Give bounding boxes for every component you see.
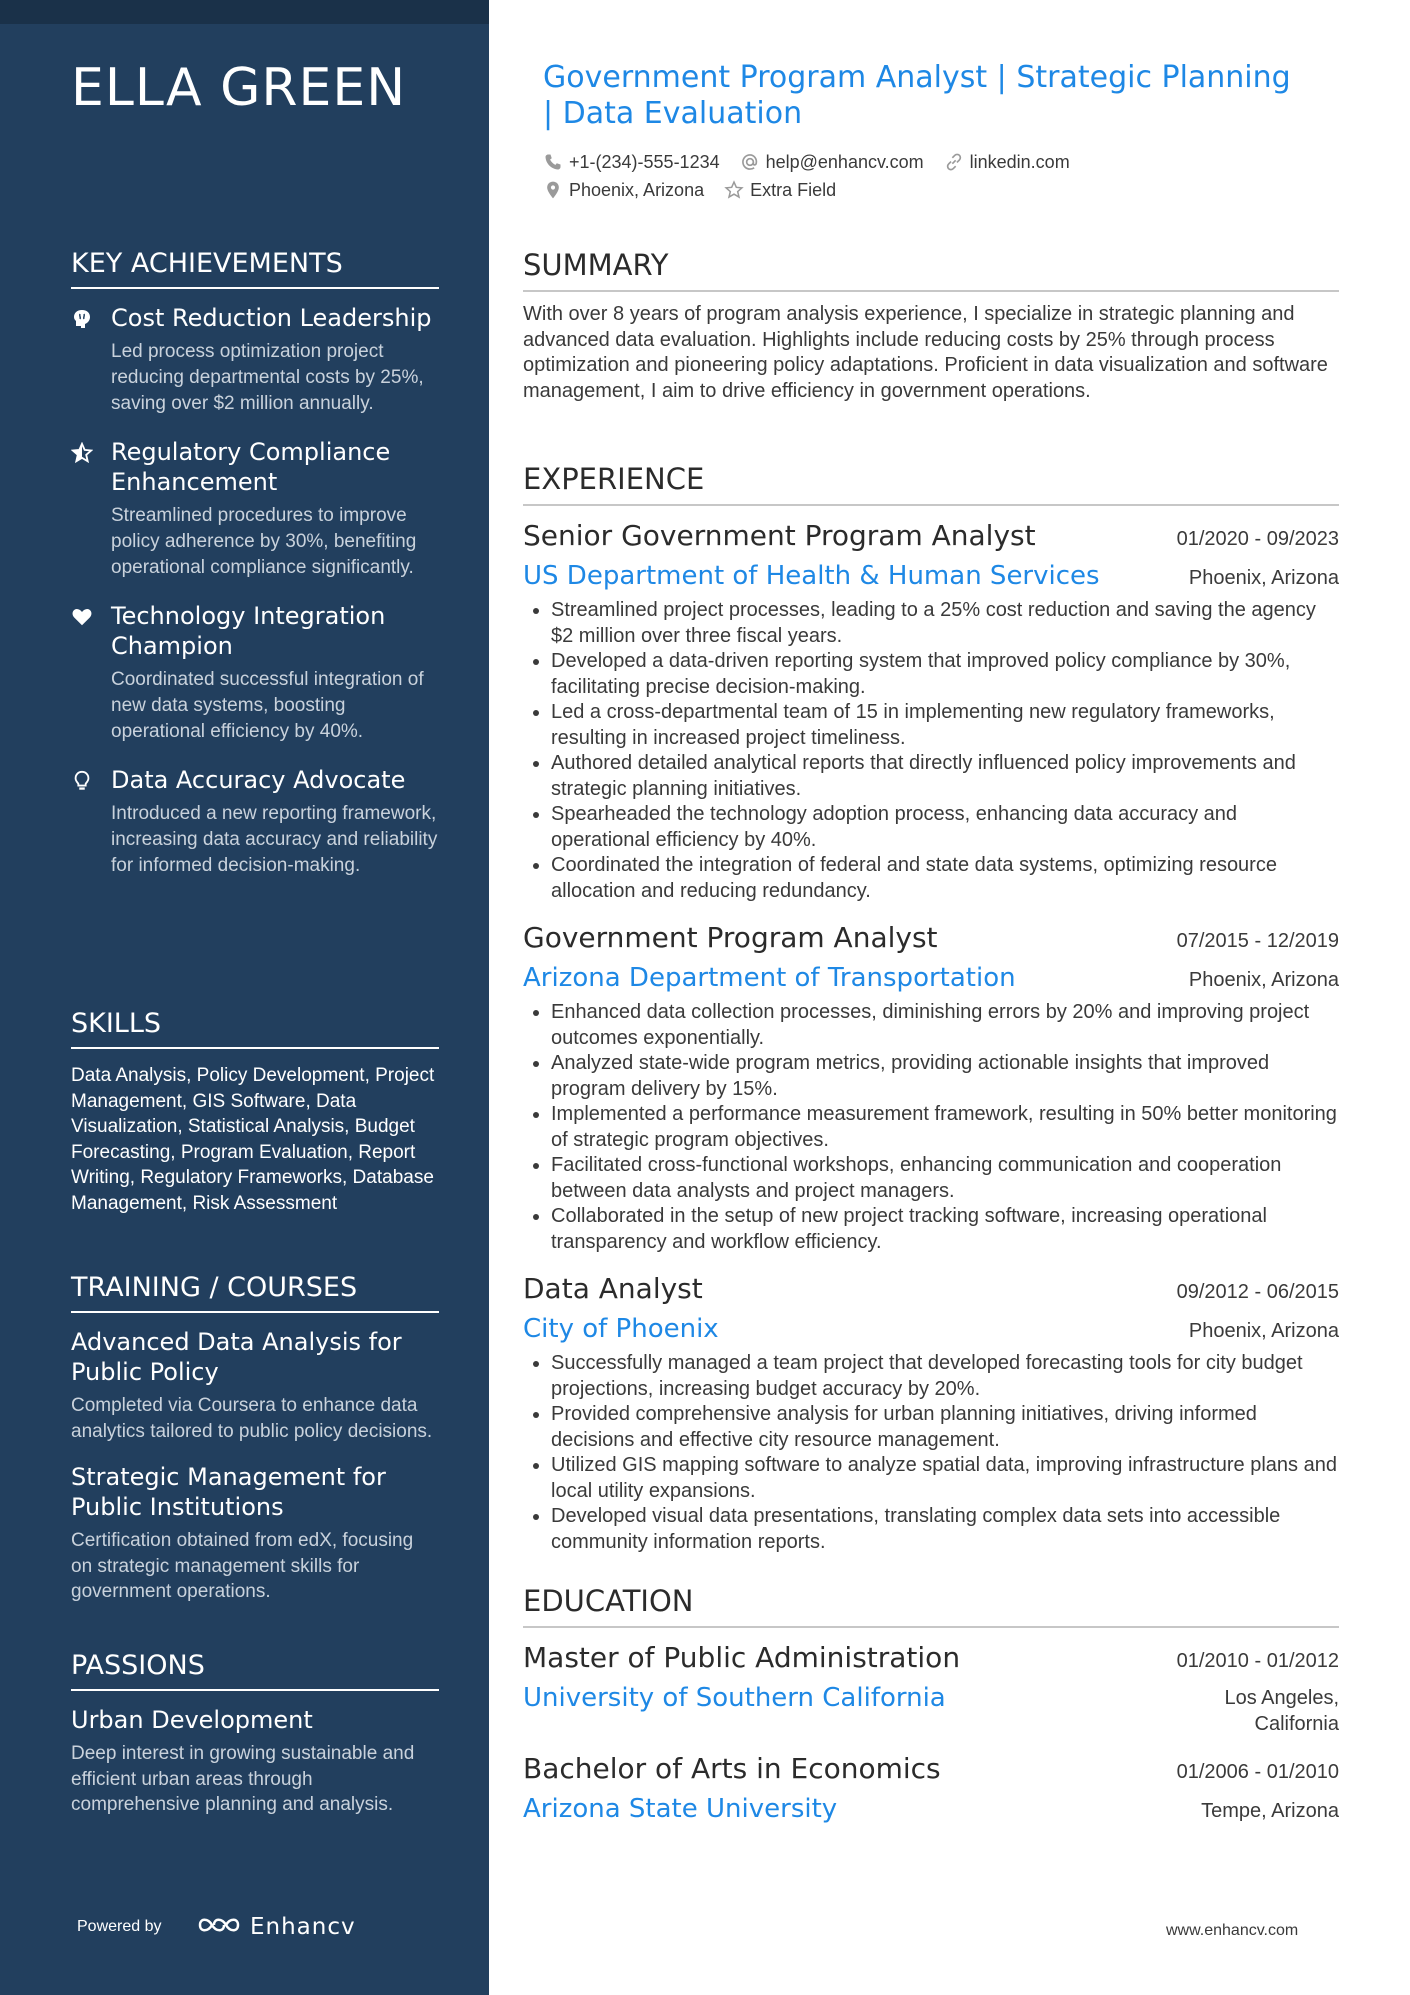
achievements-heading: KEY ACHIEVEMENTS xyxy=(71,248,439,289)
training-heading: TRAINING / COURSES xyxy=(71,1272,439,1313)
course-title: Advanced Data Analysis for Public Policy xyxy=(71,1328,402,1386)
experience-section xyxy=(523,462,1339,1569)
skills-list: Data Analysis, Policy Development, Project Management, GIS Software, Data Visualization, Statistical Analysis, Budget Forecasting, Program Evaluation, Report Writing, Regulatory Frameworks, Database Management, Risk Assessment xyxy=(71,1065,435,1214)
job-bullets xyxy=(523,1000,1339,1255)
achievement-item xyxy=(71,765,439,879)
job-organization: US Department of Health & Human Services xyxy=(523,561,1100,591)
job-bullet: • Streamlined project processes, leading to a 25% cost reduction and saving the agency $2 million over three fiscal years. xyxy=(551,598,1339,649)
job-dates: 01/2020 - 09/2023 xyxy=(1176,528,1339,550)
summary-text: With over 8 years of program analysis experience, I specialize in strategic planning and advanced data evaluation. Highlights include reducing costs by 25% through process optimization and pioneering policy adaptations. Proficient in data visualization and software management, I aim to drive efficiency in government operations. xyxy=(523,303,1328,402)
job-bullet: • Developed a data-driven reporting system that improved policy compliance by 30%, facilitating precise decision-making. xyxy=(551,649,1339,700)
job-bullet: • Led a cross-departmental team of 15 in implementing new regulatory frameworks, resulting in increased project timeliness. xyxy=(551,700,1339,751)
extra-contact xyxy=(724,180,836,201)
phone-contact[interactable] xyxy=(543,152,720,173)
passions-section xyxy=(71,1650,439,1836)
job-bullet: • Authored detailed analytical reports that directly influenced policy improvements and strategic planning initiatives. xyxy=(551,751,1339,802)
achievement-item xyxy=(71,303,439,417)
candidate-name: ELLA GREEN xyxy=(71,58,407,118)
degree-title: Master of Public Administration xyxy=(523,1641,961,1674)
achievement-desc: Coordinated successful integration of new data systems, boosting operational efficiency by 40%. xyxy=(111,669,424,742)
education-entry xyxy=(523,1749,1339,1829)
heart-icon xyxy=(71,606,93,628)
course-item xyxy=(71,1327,439,1444)
brand-name: Enhancv xyxy=(250,1914,356,1940)
location-contact xyxy=(543,180,704,201)
website-text: linkedin.com xyxy=(969,151,1070,172)
extra-text: Extra Field xyxy=(750,179,837,200)
location-pin-icon xyxy=(543,180,563,200)
job-headline: Government Program Analyst | Strategic Planning | Data Evaluation xyxy=(543,60,1291,131)
job-organization: Arizona Department of Transportation xyxy=(523,963,1016,993)
brain-icon xyxy=(71,308,93,330)
contact-info xyxy=(543,148,1343,204)
job-bullet: • Developed visual data presentations, translating complex data sets into accessible community information reports. xyxy=(551,1504,1339,1555)
education-dates: 01/2006 - 01/2010 xyxy=(1176,1761,1339,1783)
job-title: Senior Government Program Analyst xyxy=(523,519,1036,552)
achievements-section xyxy=(71,248,439,899)
job-bullet: • Provided comprehensive analysis for urban planning initiatives, driving informed decisions and effective city resource management. xyxy=(551,1402,1339,1453)
star-half-icon xyxy=(71,442,93,464)
job-title: Data Analyst xyxy=(523,1272,703,1305)
course-item xyxy=(71,1462,439,1605)
job-bullet: • Implemented a performance measurement framework, resulting in 50% better monitoring of strategic program objectives. xyxy=(551,1102,1339,1153)
at-icon xyxy=(740,152,760,172)
training-section xyxy=(71,1272,439,1623)
summary-heading: SUMMARY xyxy=(523,248,1339,292)
achievement-item xyxy=(71,437,439,581)
job-location: Phoenix, Arizona xyxy=(1188,567,1339,589)
job-bullets xyxy=(523,1351,1339,1555)
email-contact[interactable] xyxy=(740,152,924,173)
achievement-item xyxy=(71,601,439,745)
education-location: Los Angeles, California xyxy=(1224,1687,1339,1735)
email-text: help@enhancv.com xyxy=(765,151,924,172)
passion-title: Urban Development xyxy=(71,1706,313,1734)
course-desc: Completed via Coursera to enhance data analytics tailored to public policy decisions. xyxy=(71,1395,433,1442)
link-icon xyxy=(944,152,964,172)
achievement-desc: Streamlined procedures to improve policy adherence by 30%, benefiting operational compliance significantly. xyxy=(111,505,417,578)
job-organization: City of Phoenix xyxy=(523,1314,719,1344)
job-entry xyxy=(523,516,1339,904)
job-entry xyxy=(523,918,1339,1255)
achievement-title: Regulatory Compliance Enhancement xyxy=(111,438,391,496)
job-title: Government Program Analyst xyxy=(523,921,938,954)
job-bullet: • Facilitated cross-functional workshops, enhancing communication and cooperation between data analysts and project managers. xyxy=(551,1153,1339,1204)
skills-section xyxy=(71,1008,439,1216)
star-icon xyxy=(724,180,744,200)
job-bullet: • Enhanced data collection processes, diminishing errors by 20% and improving project outcomes exponentially. xyxy=(551,1000,1339,1051)
education-heading: EDUCATION xyxy=(523,1584,1339,1628)
phone-icon xyxy=(543,152,563,172)
location-text: Phoenix, Arizona xyxy=(569,179,705,200)
education-section xyxy=(523,1584,1339,1841)
job-bullet: • Analyzed state-wide program metrics, providing actionable insights that improved program delivery by 15%. xyxy=(551,1051,1339,1102)
contact-row xyxy=(543,176,1343,204)
job-location: Phoenix, Arizona xyxy=(1188,969,1339,991)
job-bullet: • Spearheaded the technology adoption process, enhancing data accuracy and operational efficiency by 40%. xyxy=(551,802,1339,853)
lightbulb-icon xyxy=(71,770,93,792)
job-dates: 09/2012 - 06/2015 xyxy=(1176,1281,1339,1303)
education-location: Tempe, Arizona xyxy=(1201,1800,1339,1822)
passion-desc: Deep interest in growing sustainable and efficient urban areas through comprehensive planning and analysis. xyxy=(71,1743,415,1815)
achievement-title: Technology Integration Champion xyxy=(111,602,386,660)
sidebar xyxy=(0,0,489,1995)
passion-item xyxy=(71,1705,439,1818)
sidebar-top-bar xyxy=(0,0,489,24)
website-contact[interactable] xyxy=(944,152,1070,173)
footer-website-link[interactable]: www.enhancv.com xyxy=(1166,1922,1299,1939)
passions-heading: PASSIONS xyxy=(71,1650,439,1691)
education-entry xyxy=(523,1638,1339,1737)
school-name: University of Southern California xyxy=(523,1683,946,1713)
enhancv-logo-icon xyxy=(196,1912,242,1943)
job-entry xyxy=(523,1269,1339,1555)
achievement-desc: Introduced a new reporting framework, increasing data accuracy and reliability for informed decision-making. xyxy=(111,803,438,876)
contact-row xyxy=(543,148,1343,176)
powered-by-label: Powered by xyxy=(77,1918,162,1935)
skills-heading: SKILLS xyxy=(71,1008,439,1049)
achievement-title: Data Accuracy Advocate xyxy=(111,766,406,794)
job-bullet: • Successfully managed a team project that developed forecasting tools for city budget projections, increasing budget accuracy by 20%. xyxy=(551,1351,1339,1402)
job-bullet: • Collaborated in the setup of new project tracking software, increasing operational transparency and workflow efficiency. xyxy=(551,1204,1339,1255)
brand-logo[interactable] xyxy=(196,1912,356,1942)
course-desc: Certification obtained from edX, focusing on strategic management skills for government operations. xyxy=(71,1530,414,1602)
job-bullet: • Utilized GIS mapping software to analyze spatial data, improving infrastructure plans and local utility expansions. xyxy=(551,1453,1339,1504)
summary-section xyxy=(523,248,1339,404)
job-location: Phoenix, Arizona xyxy=(1188,1320,1339,1342)
school-name: Arizona State University xyxy=(523,1794,838,1824)
education-dates: 01/2010 - 01/2012 xyxy=(1176,1650,1339,1672)
job-dates: 07/2015 - 12/2019 xyxy=(1176,930,1339,952)
course-title: Strategic Management for Public Institutions xyxy=(71,1463,386,1521)
job-bullets xyxy=(523,598,1339,904)
degree-title: Bachelor of Arts in Economics xyxy=(523,1752,941,1785)
phone-text: +1-(234)-555-1234 xyxy=(569,151,720,172)
experience-heading: EXPERIENCE xyxy=(523,462,1339,506)
achievement-title: Cost Reduction Leadership xyxy=(111,304,432,332)
achievement-desc: Led process optimization project reducing departmental costs by 25%, saving over $2 million annually. xyxy=(111,341,424,414)
job-bullet: • Coordinated the integration of federal and state data systems, optimizing resource allocation and reducing redundancy. xyxy=(551,853,1339,904)
